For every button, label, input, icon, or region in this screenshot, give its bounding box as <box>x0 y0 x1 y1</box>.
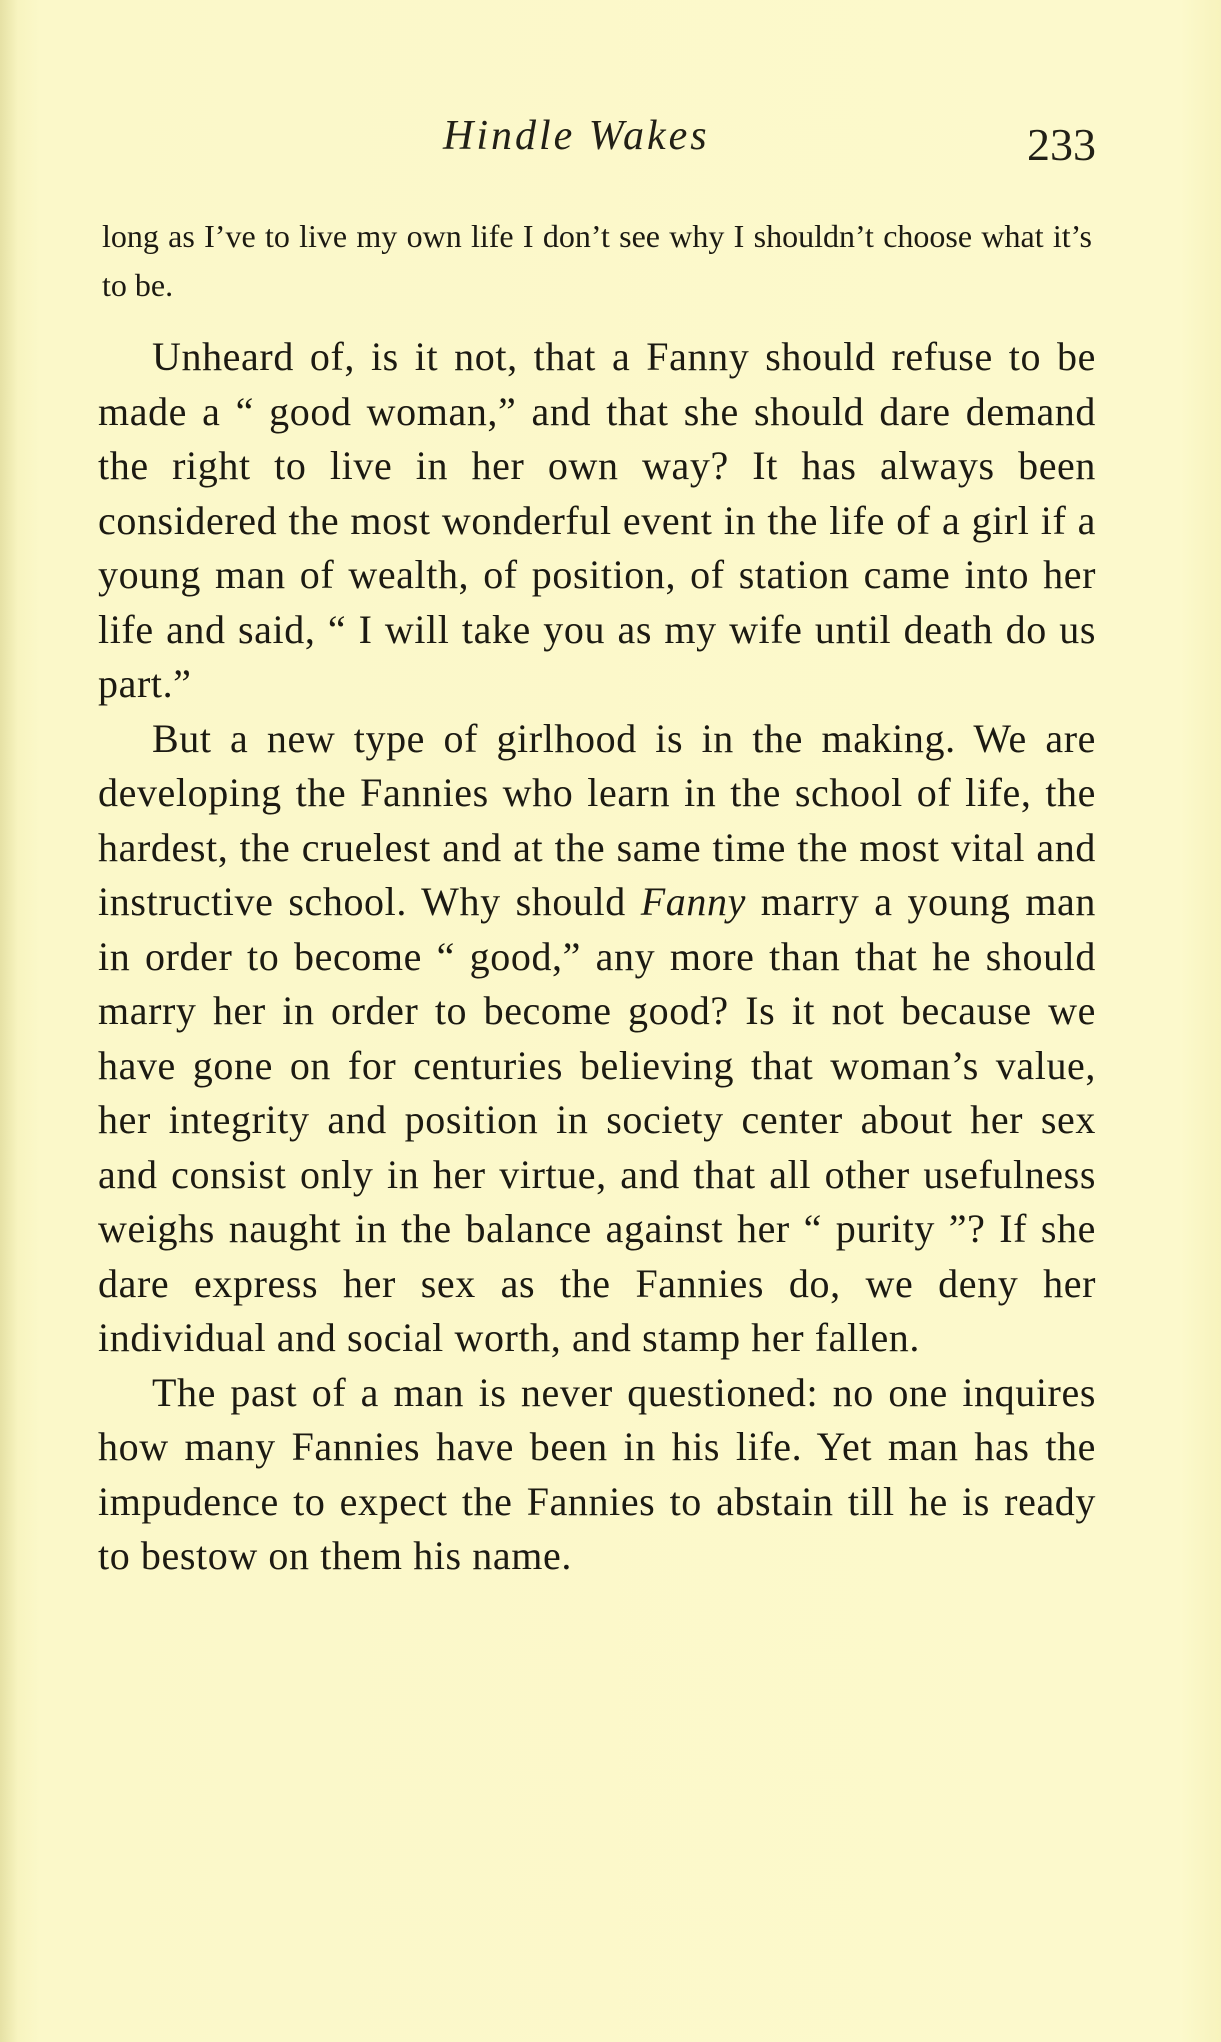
gutter-shadow <box>0 0 18 2042</box>
paragraph-3: The past of a man is never questioned: no one inquires how many Fannies have been in his life. Yet man has the impudence to expect the Fannies to abstain till he is ready to bestow on them his name. <box>98 1369 1096 1578</box>
body-text <box>98 330 1096 1584</box>
running-head <box>98 112 1096 172</box>
italic-fanny: Fanny <box>640 879 746 924</box>
paragraph-2-start: But a new type of girlhood is in the making. We are developing the Fannies who learn in the school of life, the hardest, the cruelest and at the same time the most vital and instructive school. Why should <box>98 715 1096 924</box>
page-number: 233 <box>1027 119 1096 170</box>
paragraph-2 <box>98 712 1096 1366</box>
running-title: Hindle Wakes <box>443 113 710 159</box>
paragraph-2-end: marry a young man in order to become “ good,” any more than that he should marry her in order to become good? Is it not because we have gone on for centuries believing that woman’s value, her integrity and position in society center about her sex and consist only in her virtue, and that all other usefulness weighs naught in the balance against her “ purity ”? If she dare express her sex as the Fannies do, we deny her individual and social worth, and stamp her fallen. <box>98 879 1096 1360</box>
quoted-passage: long as I’ve to live my own life I don’t see why I shouldn’t choose what it’s to be. <box>102 218 1092 303</box>
paragraph-1: Unheard of, is it not, that a Fanny should refuse to be made a “ good woman,” and that she should dare demand the right to live in her own way? It has always been considered the most wonderful event in the life of a girl if a young man of wealth, of position, of station came into her life and said, “ I will take you as my wife until death do us part.” <box>98 334 1096 706</box>
